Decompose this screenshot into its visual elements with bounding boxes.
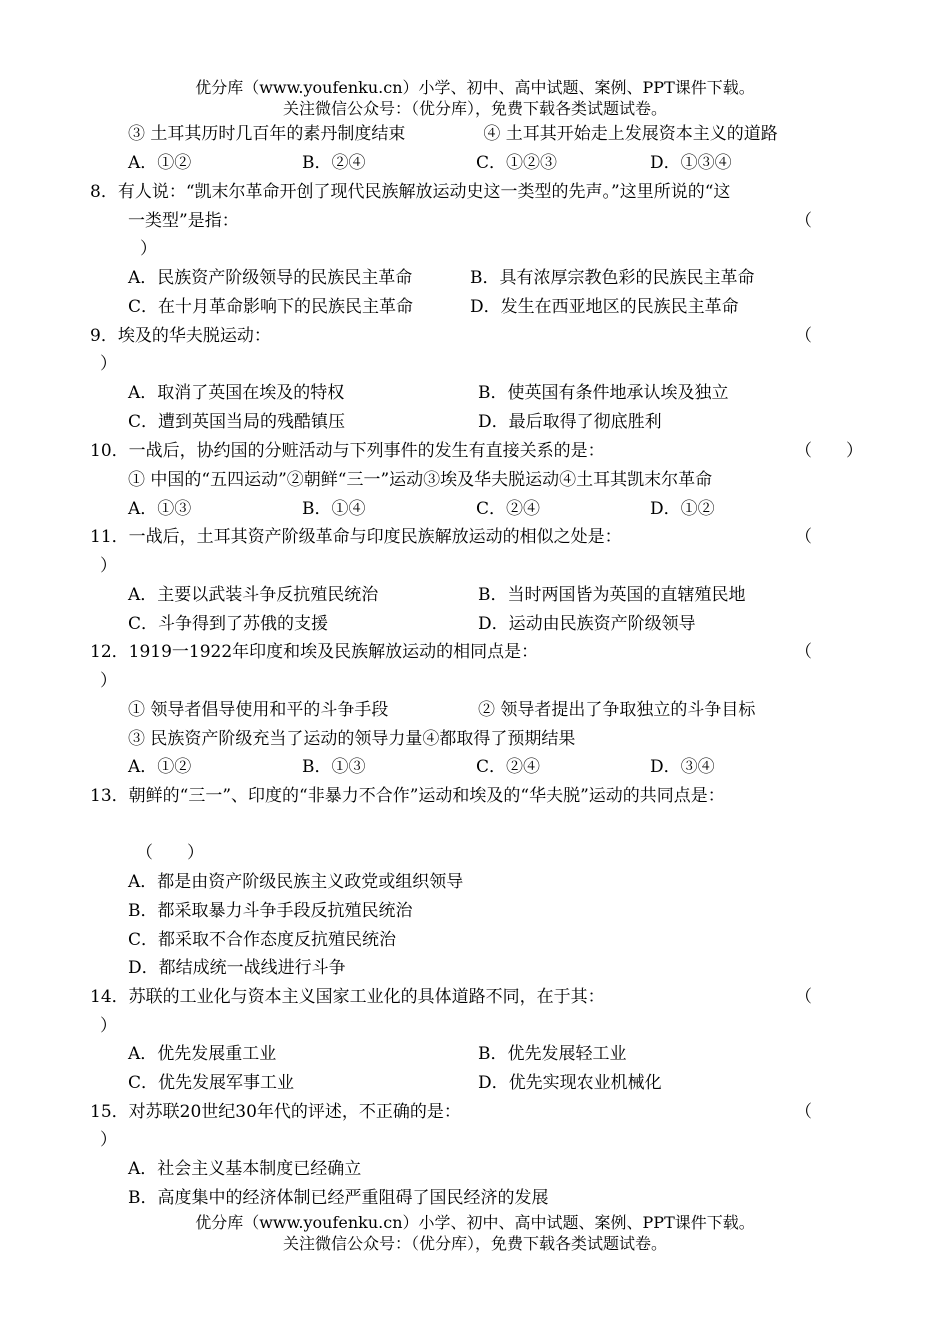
q15-stem: 15．对苏联20世纪30年代的评述，不正确的是： — [90, 1102, 461, 1122]
q15-option-a[interactable]: A．社会主义基本制度已经确立 — [128, 1159, 362, 1179]
q7-option-b[interactable]: B．②④ — [302, 153, 366, 173]
q7-statement-4: ④ 土耳其开始走上发展资本主义的道路 — [483, 124, 778, 144]
q14-option-c[interactable]: C．优先发展军事工业 — [128, 1073, 295, 1093]
q12-statement-1: ① 领导者倡导使用和平的斗争手段 — [128, 700, 389, 720]
q12-option-b[interactable]: B．①③ — [302, 757, 366, 777]
q14-answer-paren-close: ） — [100, 1016, 117, 1036]
q11-stem: 11．一战后，土耳其资产阶级革命与印度民族解放运动的相似之处是： — [90, 527, 622, 547]
q11-answer-paren-close: ） — [100, 556, 117, 576]
q7-options — [128, 152, 732, 174]
q13-stem: 13．朝鲜的“三一”、印度的“非暴力不合作”运动和埃及的“华夫脱”运动的共同点是： — [90, 786, 725, 806]
q14-options-row-2 — [128, 1072, 662, 1094]
q14-options-row-1 — [128, 1043, 627, 1065]
q12-stem: 12．1919一1922年印度和埃及民族解放运动的相同点是： — [90, 642, 539, 662]
q10-options — [128, 498, 715, 520]
q10-items: ① 中国的“五四运动”②朝鲜“三一”运动③埃及华夫脱运动④土耳其凯末尔革命 — [128, 470, 713, 490]
q10-option-b[interactable]: B．①④ — [302, 499, 366, 519]
q9-option-c[interactable]: C．遭到英国当局的残酷镇压 — [128, 412, 346, 432]
q7-option-d[interactable]: D．①③④ — [650, 153, 732, 173]
q11-option-c[interactable]: C．斗争得到了苏俄的支援 — [128, 614, 329, 634]
q11-option-b[interactable]: B．当时两国皆为英国的直辖殖民地 — [478, 585, 746, 605]
q8-stem-line-2: 一类型”是指： — [128, 211, 239, 231]
q14-option-a[interactable]: A．优先发展重工业 — [128, 1044, 277, 1064]
q13-option-d[interactable]: D．都结成统一战线进行斗争 — [128, 958, 346, 978]
q9-answer-paren-close: ） — [100, 354, 117, 374]
q13-answer-paren: （ ） — [136, 843, 204, 863]
q10-answer-paren: （ ） — [795, 441, 863, 461]
q12-statement-2: ② 领导者提出了争取独立的斗争目标 — [478, 700, 756, 720]
q9-option-b[interactable]: B．使英国有条件地承认埃及独立 — [478, 383, 729, 403]
q8-answer-paren-close: ） — [140, 239, 157, 259]
q7-statement-3: ③ 土耳其历时几百年的素丹制度结束 — [128, 124, 406, 144]
q14-answer-paren-open: （ — [795, 987, 812, 1007]
q8-answer-paren-open: （ — [795, 211, 812, 231]
q9-options-row-1 — [128, 382, 729, 404]
q7-option-a[interactable]: A．①② — [128, 153, 192, 173]
q8-option-a[interactable]: A．民族资产阶级领导的民族民主革命 — [128, 268, 413, 288]
q9-answer-paren-open: （ — [795, 326, 812, 346]
q8-options-row-2 — [128, 296, 739, 318]
q8-options-row-1 — [128, 267, 755, 289]
q9-option-a[interactable]: A．取消了英国在埃及的特权 — [128, 383, 345, 403]
q14-option-d[interactable]: D．优先实现农业机械化 — [478, 1073, 662, 1093]
q10-option-a[interactable]: A．①③ — [128, 499, 192, 519]
q15-answer-paren-open: （ — [795, 1102, 812, 1122]
q13-option-b[interactable]: B．都采取暴力斗争手段反抗殖民统治 — [128, 901, 413, 921]
q8-option-c[interactable]: C．在十月革命影响下的民族民主革命 — [128, 297, 414, 317]
q11-answer-paren-open: （ — [795, 527, 812, 547]
q12-statements-row-1 — [128, 699, 755, 721]
q10-stem: 10．一战后，协约国的分赃活动与下列事件的发生有直接关系的是： — [90, 441, 605, 461]
q12-statements-row-2: ③ 民族资产阶级充当了运动的领导力量④都取得了预期结果 — [128, 729, 576, 749]
q8-option-b[interactable]: B．具有浓厚宗教色彩的民族民主革命 — [470, 268, 755, 288]
q13-option-c[interactable]: C．都采取不合作态度反抗殖民统治 — [128, 930, 397, 950]
q11-options-row-1 — [128, 584, 746, 606]
q10-option-d[interactable]: D．①② — [650, 499, 715, 519]
q7-option-c[interactable]: C．①②③ — [476, 153, 558, 173]
q15-option-b[interactable]: B．高度集中的经济体制已经严重阻碍了国民经济的发展 — [128, 1188, 549, 1208]
q8-stem-line-1: 8．有人说：“凯末尔革命开创了现代民族解放运动史这一类型的先声。”这里所说的“这 — [90, 182, 731, 202]
q11-option-a[interactable]: A．主要以武装斗争反抗殖民统治 — [128, 585, 379, 605]
q10-option-c[interactable]: C．②④ — [476, 499, 541, 519]
q13-option-a[interactable]: A．都是由资产阶级民族主义政党或组织领导 — [128, 872, 464, 892]
q11-option-d[interactable]: D．运动由民族资产阶级领导 — [478, 614, 696, 634]
q8-option-d[interactable]: D．发生在西亚地区的民族民主革命 — [470, 297, 739, 317]
q12-option-a[interactable]: A．①② — [128, 757, 192, 777]
q15-answer-paren-close: ） — [100, 1130, 117, 1150]
footer-line-1: 优分库（www.youfenku.cn）小学、初中、高中试题、案例、PPT课件下载。 — [195, 1213, 755, 1232]
q12-answer-paren-close: ） — [100, 671, 117, 691]
q9-stem: 9．埃及的华夫脱运动： — [90, 326, 271, 346]
q7-statements — [128, 123, 778, 145]
q11-options-row-2 — [128, 613, 696, 635]
q12-option-d[interactable]: D．③④ — [650, 757, 715, 777]
q12-answer-paren-open: （ — [795, 642, 812, 662]
q14-option-b[interactable]: B．优先发展轻工业 — [478, 1044, 627, 1064]
header-line-1: 优分库（www.youfenku.cn）小学、初中、高中试题、案例、PPT课件下载。 — [195, 78, 755, 97]
q12-options — [128, 756, 715, 778]
header-line-2: 关注微信公众号：（优分库），免费下载各类试题试卷。 — [282, 99, 667, 118]
q14-stem: 14．苏联的工业化与资本主义国家工业化的具体道路不同，在于其： — [90, 987, 605, 1007]
q9-options-row-2 — [128, 411, 662, 433]
q9-option-d[interactable]: D．最后取得了彻底胜利 — [478, 412, 662, 432]
q12-option-c[interactable]: C．②④ — [476, 757, 541, 777]
footer-line-2: 关注微信公众号：（优分库），免费下载各类试题试卷。 — [282, 1234, 667, 1253]
